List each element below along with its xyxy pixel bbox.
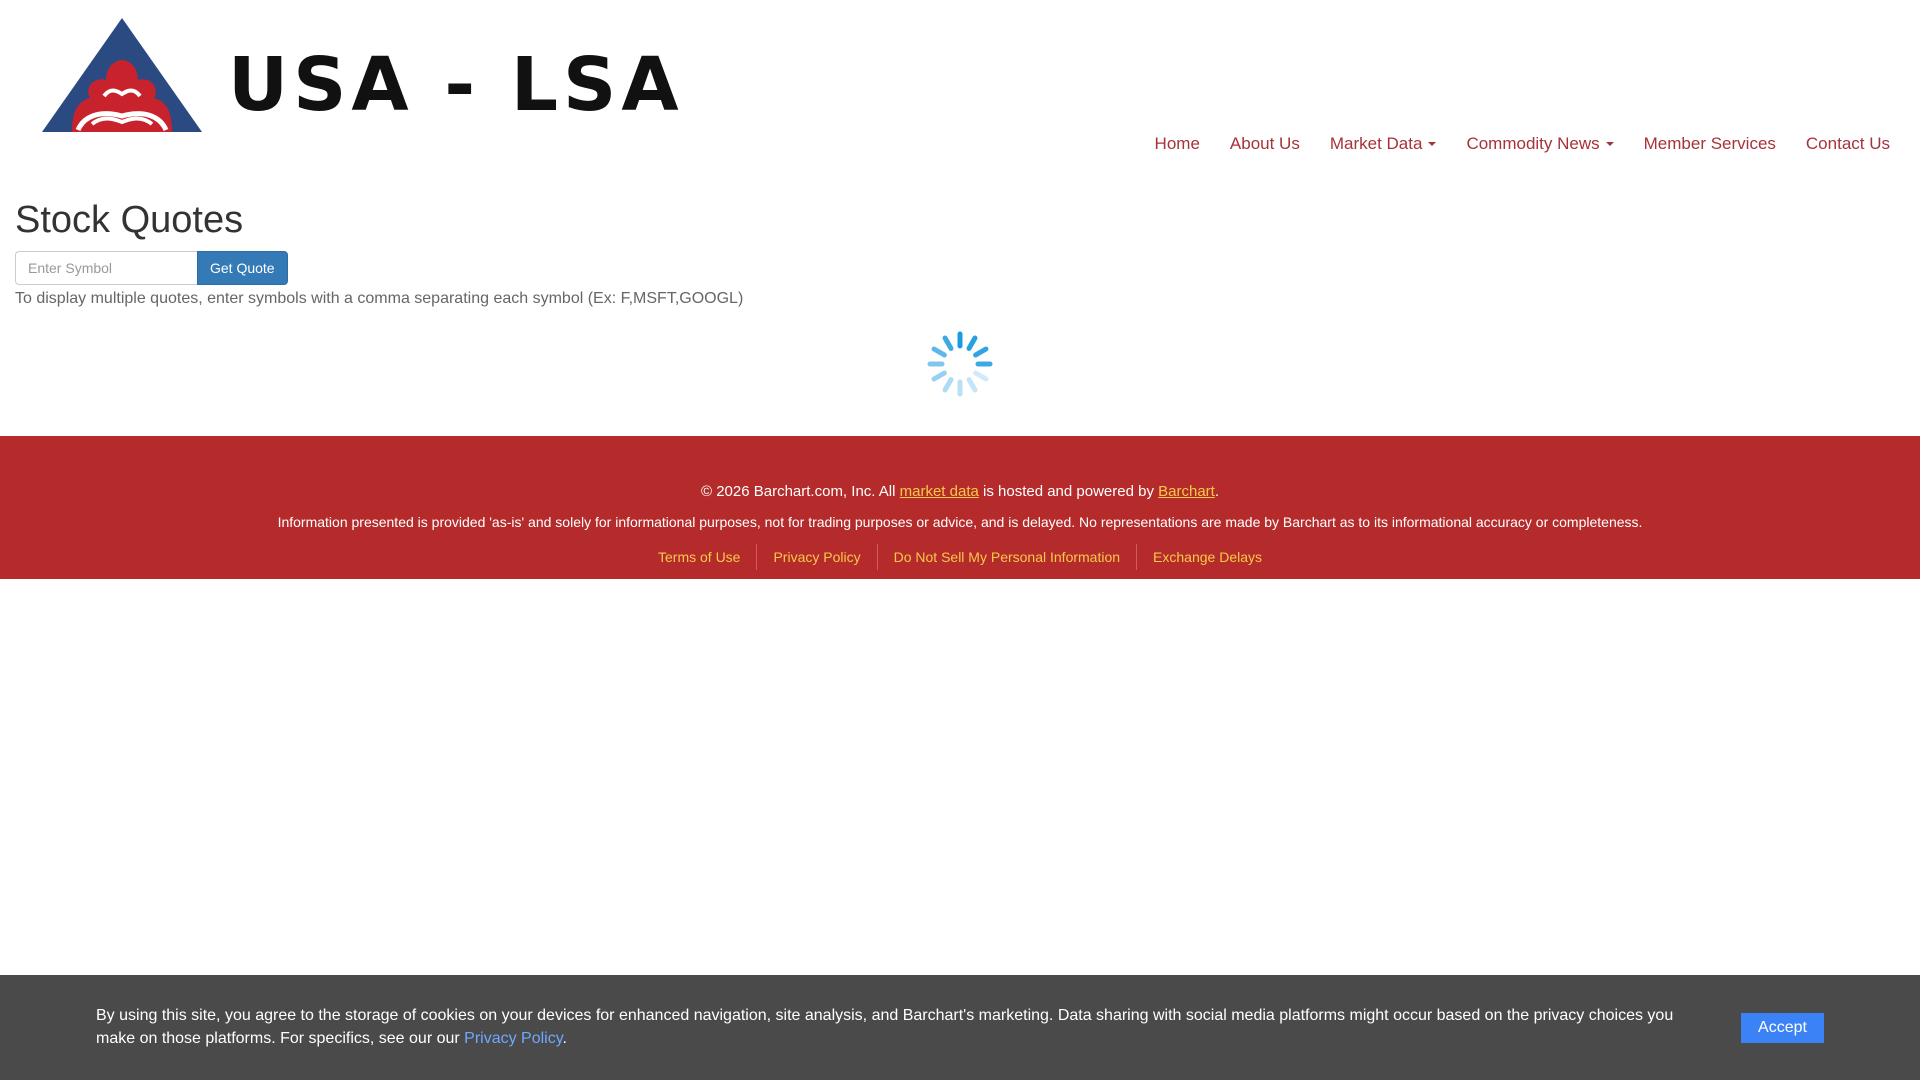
nav-item-label: About Us (1229, 134, 1300, 153)
copyright-suffix: . (1214, 483, 1220, 500)
exchange-delays-link[interactable]: Exchange Delays (1136, 544, 1278, 570)
terms-of-use-link[interactable]: Terms of Use (658, 549, 741, 565)
footer-links (0, 544, 1920, 570)
copyright-prefix: © 2026 Barchart.com, Inc. All (700, 483, 900, 500)
quote-form (15, 251, 288, 285)
site-header (0, 0, 1920, 180)
nav-item-label: Member Services (1643, 134, 1776, 153)
cookie-privacy-link[interactable]: Privacy Policy (464, 1030, 563, 1047)
site-footer (0, 436, 1920, 579)
barchart-link[interactable]: Barchart (1158, 483, 1215, 500)
nav-item-about-us[interactable] (1215, 130, 1315, 158)
cookie-banner (0, 975, 1920, 1080)
cookie-suffix: . (562, 1030, 567, 1047)
cookie-text (96, 1004, 1676, 1050)
nav-item-label: Market Data (1329, 134, 1423, 153)
disclaimer-text: Information presented is provided 'as-is' and solely for informational purposes, not for trading purposes or advice, and is delayed. No representations are made by Barchart as to its informational accuracy or completeness. (277, 514, 1643, 530)
main-nav (1140, 130, 1905, 158)
usa-lsa-logo[interactable] (42, 18, 202, 132)
do-not-sell-link[interactable]: Do Not Sell My Personal Information (877, 544, 1136, 570)
copyright-text (0, 483, 1920, 500)
nav-item-label: Home (1154, 134, 1200, 153)
nav-item-commodity-news[interactable] (1451, 130, 1628, 158)
caret-down-icon (1606, 142, 1614, 146)
get-quote-button[interactable]: Get Quote (197, 251, 288, 285)
copyright-middle: is hosted and powered by (978, 483, 1159, 500)
nav-item-label: Contact Us (1805, 134, 1890, 153)
nav-item-label: Commodity News (1466, 134, 1600, 153)
symbol-input[interactable] (15, 251, 197, 285)
cookie-message: By using this site, you agree to the storage of cookies on your devices for enhanced navigation, site analysis, and Barchart's marketing. Data sharing with social media platforms might occur based on the privacy choices you make on those platforms. For specifics, see our our (96, 1007, 1674, 1047)
brand-name[interactable]: USA - LSA (228, 42, 684, 128)
caret-down-icon (1428, 142, 1436, 146)
nav-item-member-services[interactable] (1629, 130, 1791, 158)
accept-cookies-button[interactable]: Accept (1741, 1013, 1824, 1043)
page-title: Stock Quotes (15, 199, 244, 241)
nav-item-home[interactable] (1140, 130, 1215, 158)
nav-item-contact-us[interactable] (1791, 130, 1905, 158)
market-data-link[interactable]: market data (899, 483, 979, 500)
privacy-policy-link[interactable]: Privacy Policy (756, 544, 876, 570)
help-text: To display multiple quotes, enter symbols with a comma separating each symbol (Ex: F,MSFT,GOOGL) (15, 290, 744, 307)
spinner-icon (926, 330, 994, 398)
nav-item-market-data[interactable] (1315, 130, 1452, 158)
